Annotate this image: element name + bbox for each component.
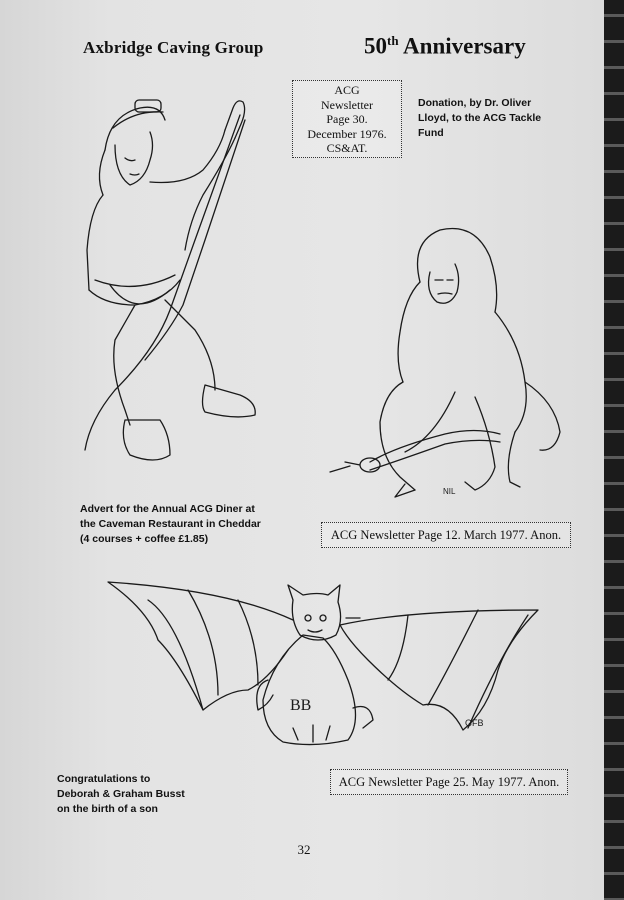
bat-drawing	[108, 580, 548, 755]
caption-line: Congratulations to	[57, 773, 151, 785]
anniversary-heading	[364, 33, 526, 60]
source-line: Newsletter	[321, 97, 373, 112]
source-line: December 1976.	[307, 126, 387, 141]
caption-line: Advert for the Annual ACG Diner at	[80, 503, 255, 515]
anniversary-number: 50	[364, 33, 387, 59]
source-reference-box	[292, 80, 402, 158]
caption-line: on the birth of a son	[57, 803, 158, 815]
caption-line: Donation, by Dr. Oliver	[418, 97, 532, 109]
anniversary-suffix: th	[387, 33, 399, 48]
group-name-heading: Axbridge Caving Group	[83, 38, 264, 57]
caption-line: Lloyd, to the ACG Tackle	[418, 112, 542, 124]
caption-line: Fund	[418, 127, 444, 139]
congratulations-caption	[57, 772, 185, 817]
caption-line: Deborah & Graham Busst	[57, 788, 185, 800]
spiral-binding	[604, 0, 624, 900]
source-line: Page 30.	[326, 112, 368, 127]
advert-caption	[80, 502, 261, 547]
caption-line: (4 courses + coffee £1.85)	[80, 533, 209, 545]
caveman-drawing	[325, 222, 575, 502]
donation-caption	[418, 96, 541, 141]
bat-reference-box: ACG Newsletter Page 25. May 1977. Anon.	[330, 769, 568, 795]
page-number: 32	[297, 842, 311, 857]
caption-line: the Caveman Restaurant in Cheddar	[80, 518, 261, 530]
svg-text:NIL: NIL	[443, 487, 456, 496]
caveman-reference-box: ACG Newsletter Page 12. March 1977. Anon.	[321, 522, 571, 548]
caver-drawing	[75, 90, 265, 470]
source-line: ACG	[334, 83, 360, 97]
anniversary-word: Anniversary	[403, 33, 526, 59]
bag-initials: BB	[290, 697, 312, 714]
source-line: CS&AT.	[326, 141, 368, 156]
artist-signature: GFB	[465, 718, 484, 728]
